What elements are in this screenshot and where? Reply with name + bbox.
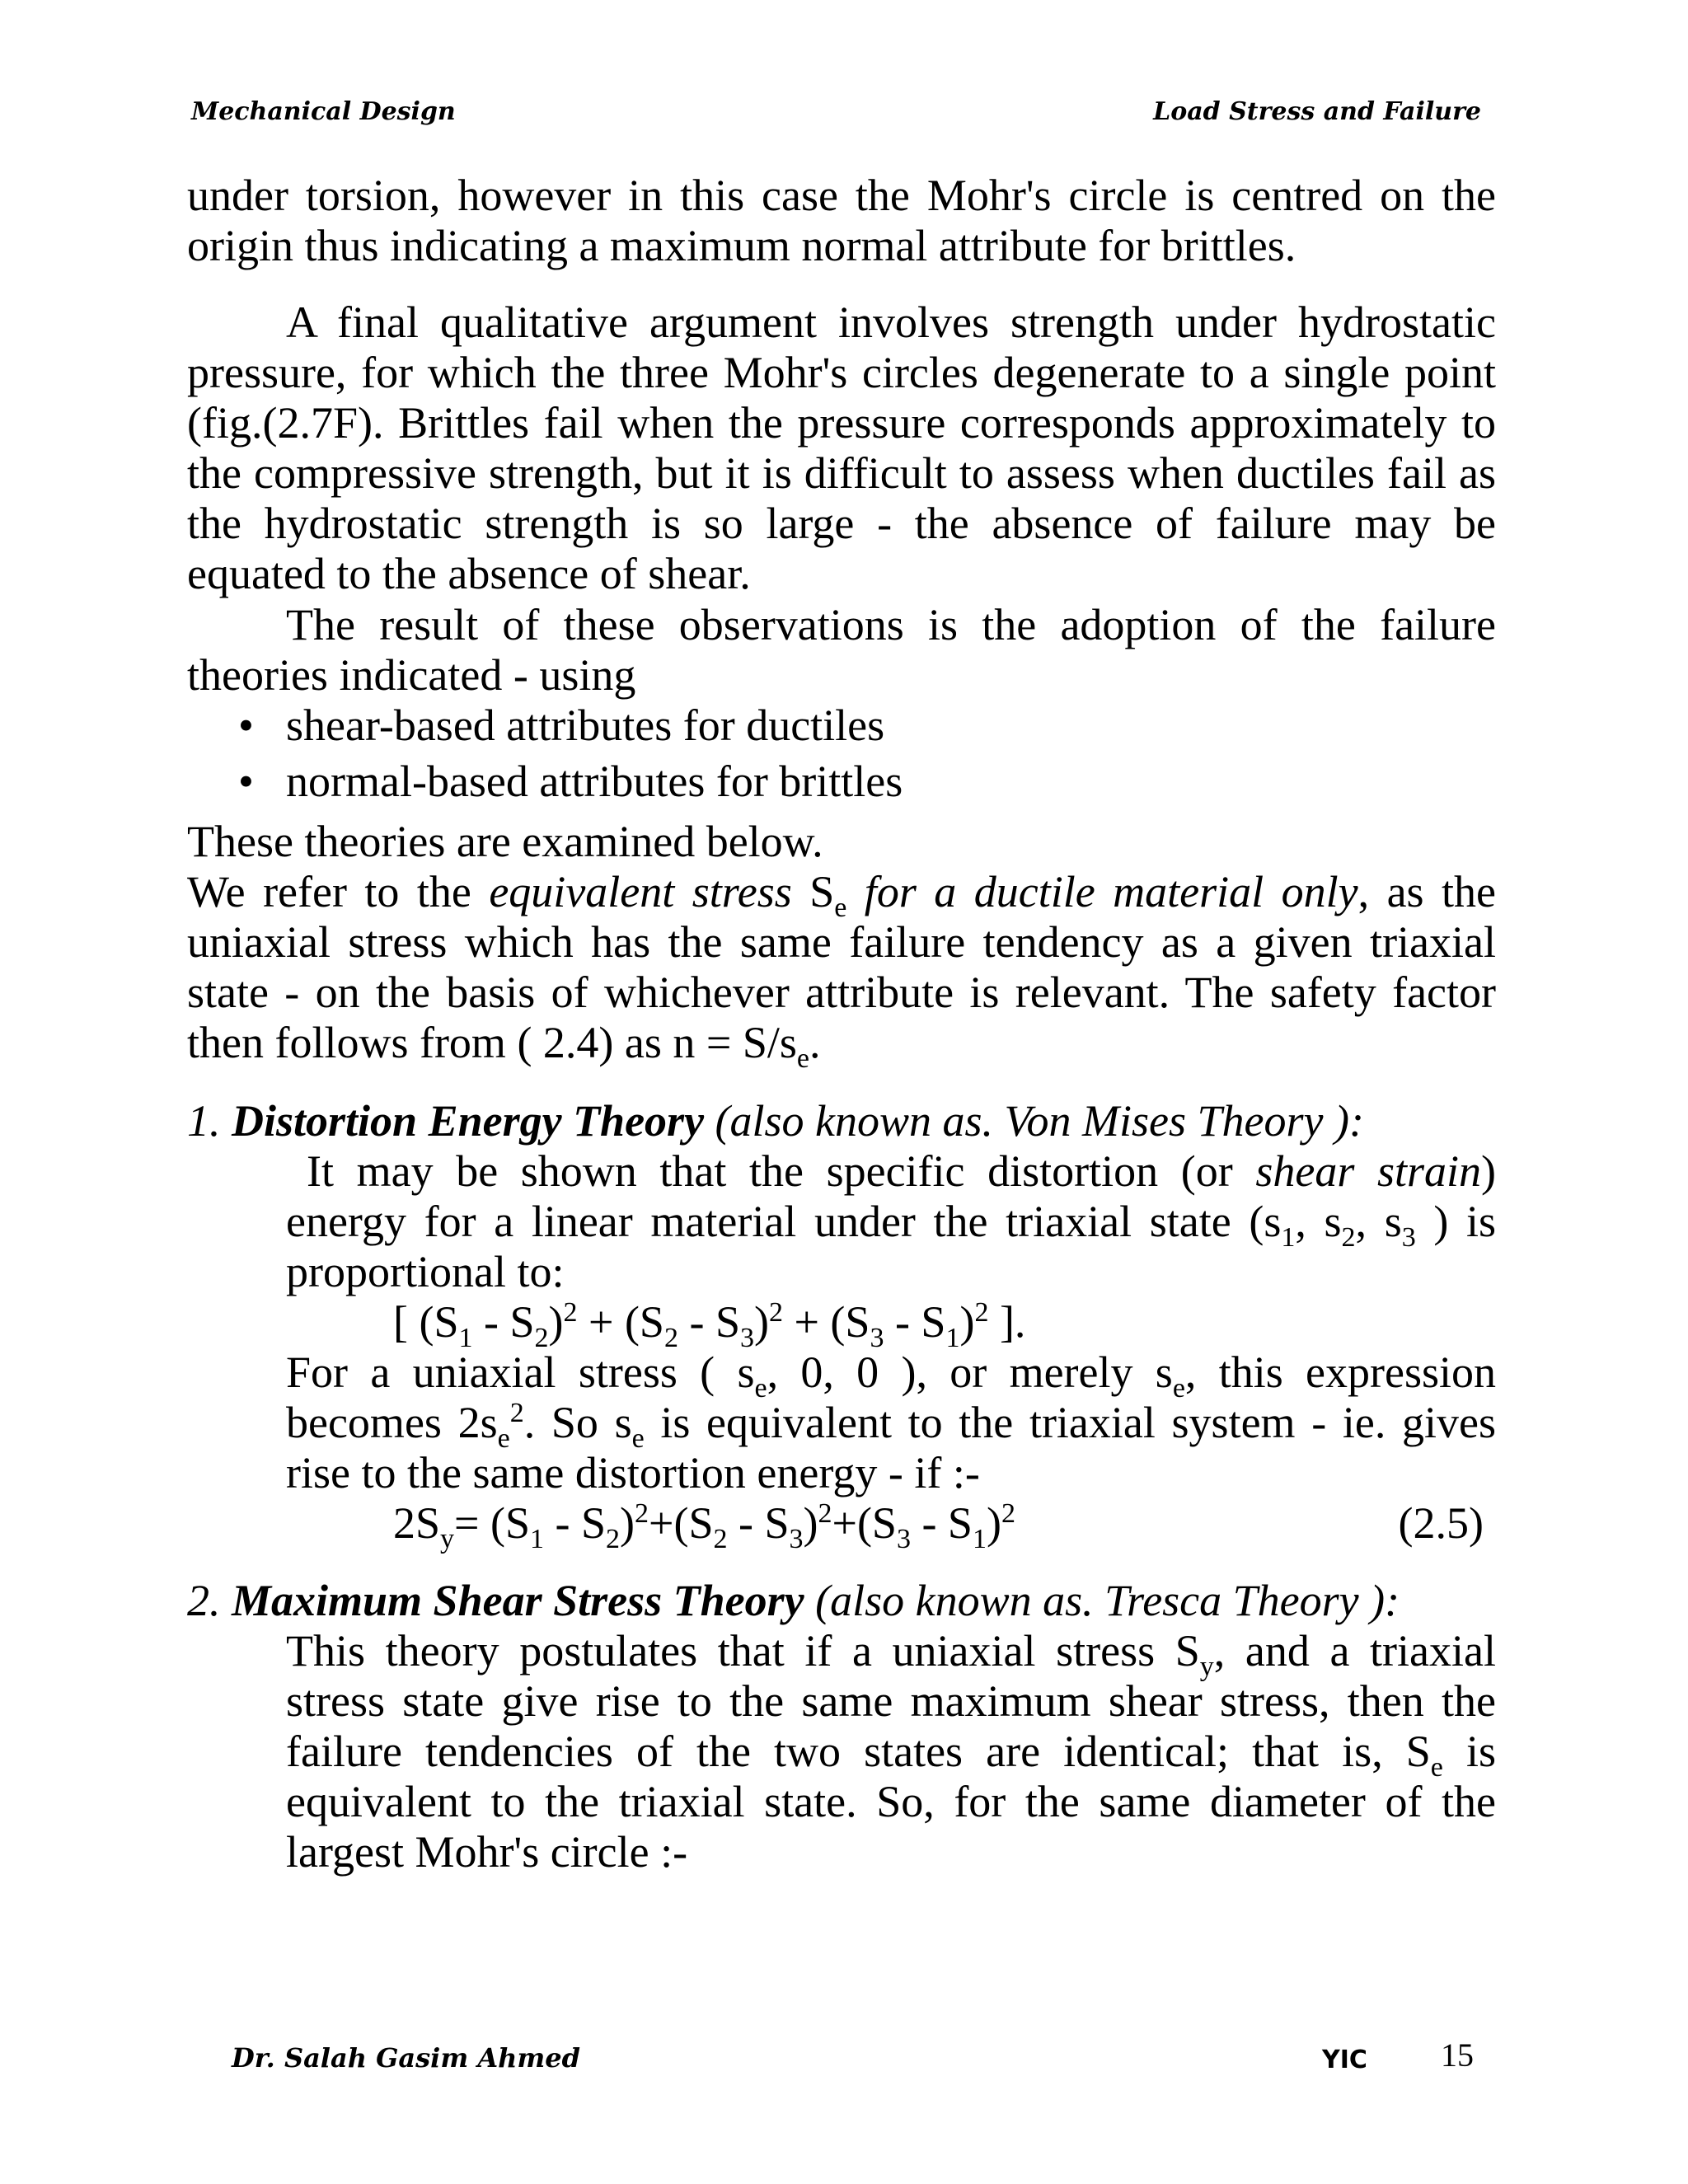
page-number: 15 bbox=[1441, 2036, 1474, 2074]
subscript: e bbox=[796, 1043, 809, 1074]
paragraph-equivalent-stress bbox=[187, 867, 1496, 1074]
paragraph-text: A final qualitative argument involves strength under hydrostatic pressure, for which the three Mohr's circles degenerate to a single point (fig.(2.7F). Brittles fail when the pressure corresponds approximately to the compressive strength, but it is difficult to assess when ductiles fail as the hydrostatic strength is so large - the absence of failure may be equated to the absence of shear. bbox=[187, 298, 1496, 598]
eq-part: ) bbox=[803, 1498, 818, 1548]
subscript: 3 bbox=[1401, 1221, 1416, 1253]
equation-von-mises bbox=[187, 1498, 1496, 1554]
section-subtitle: (also known as. Tresca Theory ): bbox=[804, 1576, 1400, 1625]
subscript: 2 bbox=[713, 1523, 728, 1554]
subscript: 1 bbox=[458, 1322, 473, 1353]
eq-part: [ (S bbox=[393, 1297, 459, 1347]
subscript: e bbox=[497, 1422, 510, 1454]
eq-part: ) bbox=[620, 1498, 635, 1548]
subscript: y bbox=[1199, 1651, 1214, 1682]
text-run: , this expression becomes 2s bbox=[286, 1347, 1496, 1447]
eq-part: +(S bbox=[649, 1498, 714, 1548]
equation-number: (2.5) bbox=[1398, 1498, 1484, 1548]
subscript: 2 bbox=[663, 1322, 678, 1353]
eq-part: + (S bbox=[577, 1297, 664, 1347]
section-max-shear bbox=[187, 1576, 1496, 1877]
superscript: 2 bbox=[818, 1498, 832, 1529]
eq-part: ) bbox=[959, 1297, 975, 1347]
eq-part: ]. bbox=[988, 1297, 1026, 1347]
text-run: This theory postulates that if a uniaxial stress S bbox=[286, 1626, 1200, 1675]
paragraph-text: These theories are examined below. bbox=[187, 817, 823, 866]
header-right-title: Load Stress and Failure bbox=[1153, 97, 1481, 126]
list-item bbox=[187, 701, 1496, 757]
bullet-icon: • bbox=[238, 701, 254, 750]
paragraph-text: The result of these observations is the adoption of the failure theories indicated - using bbox=[187, 600, 1496, 700]
text-run: It may be shown that the specific distortion (or bbox=[307, 1146, 1256, 1196]
eq-part: - S bbox=[472, 1297, 535, 1347]
text-run: , 0, 0 ), or merely s bbox=[767, 1347, 1173, 1397]
text-run: is equivalent to the triaxial system - ie. gives rise to the same distortion energy - if :- bbox=[286, 1398, 1496, 1497]
section-distortion-energy bbox=[187, 1096, 1497, 1554]
section-number: 2. bbox=[187, 1576, 221, 1625]
text-run: . So s bbox=[523, 1398, 632, 1447]
text-run: We refer to the bbox=[187, 867, 490, 916]
paragraph-result bbox=[187, 600, 1496, 701]
subscript: e bbox=[1430, 1751, 1443, 1783]
footer-author: Dr. Salah Gasim Ahmed bbox=[232, 2042, 581, 2074]
section-number: 1. bbox=[187, 1096, 221, 1146]
paragraph-text bbox=[187, 867, 1496, 1074]
eq-part: 2S bbox=[393, 1498, 441, 1548]
superscript: 2 bbox=[563, 1297, 578, 1328]
subscript: 3 bbox=[896, 1523, 911, 1554]
subscript: 2 bbox=[606, 1523, 621, 1554]
bullet-icon: • bbox=[238, 757, 254, 806]
text-run: S bbox=[791, 867, 835, 916]
superscript: 2 bbox=[974, 1297, 989, 1328]
subscript: e bbox=[631, 1422, 645, 1454]
eq-part: + (S bbox=[782, 1297, 870, 1347]
eq-part: - S bbox=[910, 1498, 973, 1548]
text-run: ) energy for a linear material under the triaxial state (s bbox=[286, 1146, 1496, 1246]
paragraph-hydrostatic bbox=[187, 298, 1496, 599]
paragraph-examined bbox=[187, 817, 1496, 867]
subscript: 3 bbox=[739, 1322, 754, 1353]
footer-org-logo: YIC bbox=[1322, 2046, 1367, 2074]
eq-part: - S bbox=[884, 1297, 946, 1347]
superscript: 2 bbox=[1001, 1498, 1015, 1529]
list-item-text: normal-based attributes for brittles bbox=[286, 757, 903, 806]
eq-part: - S bbox=[678, 1297, 740, 1347]
subscript: 1 bbox=[945, 1322, 960, 1353]
text-run: , as the uniaxial stress which has the same failure tendency as a given triaxial state - on the basis of whichever attribute is relevant. The safety factor then follows from ( 2.4) as bbox=[187, 867, 1496, 1067]
subscript: e bbox=[1172, 1372, 1185, 1404]
text-run: is equivalent to the triaxial state. So, for the same diameter of the largest Mohr's circle :- bbox=[286, 1727, 1496, 1877]
section-heading bbox=[187, 1096, 1496, 1146]
paragraph-text bbox=[187, 1146, 1496, 1297]
eq-part: - S bbox=[544, 1498, 607, 1548]
subscript: 1 bbox=[972, 1523, 987, 1554]
subscript: e bbox=[754, 1372, 767, 1404]
eq-part: +(S bbox=[832, 1498, 897, 1548]
section-subtitle: (also known as. Von Mises Theory ): bbox=[704, 1096, 1364, 1146]
subscript: 3 bbox=[789, 1523, 804, 1554]
superscript: 2 bbox=[635, 1498, 649, 1529]
eq-part: ) bbox=[986, 1498, 1001, 1548]
eq-part: - S bbox=[727, 1498, 790, 1548]
text-run: , s bbox=[1355, 1197, 1402, 1246]
subscript: 2 bbox=[1341, 1221, 1356, 1253]
text-run: ) is proportional to: bbox=[286, 1197, 1497, 1296]
emphasis-equivalent-stress: equivalent stress bbox=[489, 867, 792, 916]
text-run: , s bbox=[1295, 1197, 1342, 1246]
section-title: Maximum Shear Stress Theory bbox=[232, 1576, 804, 1625]
subscript: 2 bbox=[534, 1322, 549, 1353]
header-left-title: Mechanical Design bbox=[191, 97, 456, 126]
eq-part: ) bbox=[753, 1297, 769, 1347]
safety-factor-formula: n = S/s bbox=[673, 1018, 797, 1067]
section-heading bbox=[187, 1576, 1496, 1626]
emphasis-ductile: for a ductile material only bbox=[846, 867, 1358, 916]
paragraph-text bbox=[187, 1626, 1496, 1877]
emphasis-shear-strain: shear strain bbox=[1255, 1146, 1481, 1196]
subscript: 1 bbox=[530, 1523, 545, 1554]
subscript: 1 bbox=[1281, 1221, 1296, 1253]
eq-part: = (S bbox=[454, 1498, 531, 1548]
superscript: 2 bbox=[509, 1398, 524, 1428]
text-run: . bbox=[809, 1018, 821, 1067]
eq-part: ) bbox=[548, 1297, 564, 1347]
list-item bbox=[187, 757, 1496, 813]
text-run: For a uniaxial stress ( s bbox=[286, 1347, 755, 1397]
subscript: y bbox=[440, 1523, 455, 1554]
subscript: e bbox=[834, 892, 847, 923]
bullet-list bbox=[187, 701, 1496, 813]
paragraph-text: under torsion, however in this case the Mohr's circle is centred on the origin thus indicating a maximum normal attribute for brittles. bbox=[187, 171, 1496, 270]
superscript: 2 bbox=[768, 1297, 783, 1328]
equation-distortion bbox=[187, 1297, 1496, 1353]
subscript: 3 bbox=[870, 1322, 884, 1353]
list-item-text: shear-based attributes for ductiles bbox=[286, 701, 885, 750]
section-title: Distortion Energy Theory bbox=[232, 1096, 705, 1146]
text-run: , and a triaxial stress state give rise to the same maximum shear stress, then the failure tendencies of the two states are identical; that is, S bbox=[286, 1626, 1496, 1776]
paragraph-text bbox=[187, 1347, 1496, 1498]
paragraph-torsion bbox=[187, 171, 1496, 271]
